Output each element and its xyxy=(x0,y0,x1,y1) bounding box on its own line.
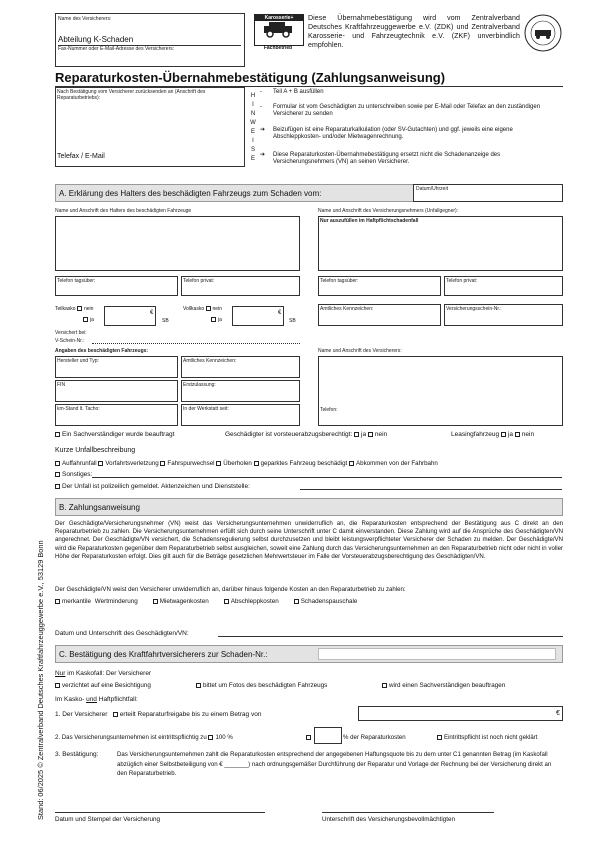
logo-subtitle: Fachbetrieb xyxy=(263,45,293,51)
euro-sign: € xyxy=(150,310,154,316)
vn-tel-day-label: Telefon tagsüber: xyxy=(320,278,359,284)
checkbox-icon[interactable] xyxy=(515,432,520,437)
vst-row: Geschädigter ist vorsteuerabzugsberechtigt: ja nein xyxy=(225,431,388,438)
checkbox-icon[interactable] xyxy=(354,432,359,437)
checkbox-icon[interactable] xyxy=(306,735,311,740)
section-c-title: C. Bestätigung des Kraftfahrtversicherers zur Schaden-Nr.: xyxy=(59,650,268,659)
checkbox-icon[interactable] xyxy=(113,712,118,717)
vollkasko-row: Vollkasko nein xyxy=(183,306,222,312)
kurz-label: Kurze Unfallbeschreibung xyxy=(55,447,136,454)
vollkasko-ja: ja xyxy=(211,317,222,323)
kasko-option-2: bittet um Fotos des beschädigten Fahrzeugs xyxy=(196,681,327,690)
car-logo-icon xyxy=(255,21,301,38)
checkbox-icon[interactable] xyxy=(160,461,165,466)
vschein-label: V-Schein-Nr.: xyxy=(55,338,85,344)
checkbox-icon[interactable] xyxy=(55,432,60,437)
sonstiges-line[interactable] xyxy=(92,477,562,478)
return-fax-label: Telefax / E-Mail xyxy=(57,153,105,160)
erstzulassung-label: Erstzulassung: xyxy=(183,382,216,388)
checkbox-icon[interactable] xyxy=(294,599,299,604)
hinweis-2: Formular ist vom Geschädigten zu unterschreiben sowie per E-Mail oder Telefax an den zuständigen Versicherer zu senden xyxy=(273,104,541,117)
vn-kennzeichen-label: Amtliches Kennzeichen: xyxy=(320,306,374,312)
checkbox-icon[interactable] xyxy=(437,735,442,740)
section-b-para2: Der Geschädigte/VN weist den Versicherer unwiderruflich an, darüber hinaus folgende Kosten an den Reparaturbetrieb zu zahlen: xyxy=(55,586,406,593)
karosserie-logo: Karosserie+ xyxy=(254,14,304,46)
freigabe-betrag-field[interactable] xyxy=(358,706,563,721)
section-b-sign-label: Datum und Unterschrift des Geschädigten/VN: xyxy=(55,630,189,637)
sonstiges-row: Sonstiges: xyxy=(55,470,92,479)
haft-note: Nur auszufüllen im Haftpflichtschadenfall xyxy=(320,218,419,224)
leasing-row: Leasingfahrzeug ja nein xyxy=(451,431,535,438)
polizei-line[interactable] xyxy=(300,489,562,490)
checkbox-icon[interactable] xyxy=(55,599,60,604)
teilkasko-row: Teilkasko nein xyxy=(55,306,94,312)
checkbox-icon[interactable] xyxy=(224,599,229,604)
vn-versschein-label: Versicherungsschein-Nr.: xyxy=(446,306,502,312)
department-field[interactable]: Abteilung K-Schaden xyxy=(58,35,241,46)
hinweis-bullet-2: - xyxy=(260,104,262,110)
tel-priv-label: Telefon privat: xyxy=(183,278,215,284)
checkbox-icon[interactable] xyxy=(216,461,221,466)
vschein-line[interactable] xyxy=(92,343,300,344)
seal-logo-icon xyxy=(523,13,563,53)
insurer-fax-label: Fax-Nummer oder E-Mail-Adresse des Versicherers: xyxy=(58,46,175,52)
sv-row: Ein Sachverständiger wurde beauftragt xyxy=(55,430,174,439)
arrow-icon: ➔ xyxy=(260,127,266,133)
checkbox-icon[interactable] xyxy=(77,306,82,311)
page-title: Reparaturkosten-Übernahmebestätigung (Zahlungsanweisung) xyxy=(55,70,446,85)
section-b-sign-line[interactable] xyxy=(218,636,563,637)
checkbox-icon[interactable] xyxy=(55,484,60,489)
date-label: Datum/Uhrzeit xyxy=(416,186,448,192)
line3-text: Das Versicherungsunternehmen zahlt die Reparaturkosten entsprechend der angegebenen Haftungsquote bis zu dem unter C1 genannten Betrag (im Kaskofall abzüglich einer Selbstbeteiligung von € _______) nach ordnungsgemäßer Durchführung der Reparatur und Vorlage der Rechnung bei der Versicherung direkt an den Reparaturbetrieb. xyxy=(117,751,552,777)
schaden-nr-field[interactable] xyxy=(318,648,556,660)
return-label: Nach Bestätigung vom Versicherer zurücksenden an (Anschrift des Reparaturbetriebs): xyxy=(57,89,206,101)
sign-left-line[interactable] xyxy=(55,812,265,813)
intro-text: Diese Übernahmebestätigung wird vom Zentralverband Deutsches Kraftfahrzeuggewerbe e.V. (ZDK) und Zentralverband Karosserie- und Fahrzeugtechnik e.V. (ZKF) unverbindlich empfohlen. xyxy=(308,15,520,49)
hinweis-3: Beizufügen ist eine Reparaturkalkulation (oder SV-Gutachten) und ggf. jeweils eine eigene Abschleppkosten- und/oder Mietwagenrechnung. xyxy=(273,127,513,140)
unfall-options: Auffahrunfall Vorfahrtsverletzung Fahrspurwechsel Überholen geparktes Fahrzeug beschädigt Abkommen von der Fahrbahn xyxy=(55,459,438,468)
vn-tel-priv-label: Telefon privat: xyxy=(446,278,478,284)
werkstatt-label: In der Werkstatt seit: xyxy=(183,406,229,412)
hinweis-bullet-1: - xyxy=(260,89,262,95)
quote-checkbox xyxy=(306,733,313,742)
kasko-haft-label: Im Kasko- und Haftpflichtfall: xyxy=(55,696,138,703)
insurer-name-label: Name des Versicherers: xyxy=(58,16,112,22)
kosten-options: merkantile Wertminderung Mietwagenkosten Abschleppkosten Schadenspauschale xyxy=(55,597,357,606)
halter-label: Name und Anschrift des Halters des beschädigten Fahrzeuge xyxy=(55,208,192,214)
section-b-para1: Der Geschädigte/Versicherungsnehmer (VN) weist das Versicherungsunternehmen unwiderruflich an, die Reparaturkosten entsprechend der Bestätigung aus C direkt an den Reparaturbetrieb zu zahlen. Die Versicherungsunternehmen erfüllt sich durch seine Unterschrift unter C damit einverstanden. Diese Zahlung wird auf die Ansprüche des Geschädigten/VN angerechnet. Der Geschädigte/VN versichert, die Schadensregulierung selbst durchzusetzen und bleibt leistungsverpflichteter Versicherer der Schaden zu melden. Der Geschädigte/VN wird die Reparaturkosten gegenüber dem Reparaturbetrieb selbst ausgleichen, soweit eine Zahlung durch das Versicherungsunternehmen an den Reparaturbetrieb nicht oder nicht in voller Höhe der Reparaturkosten erfolgt. Dies gilt auch für die Beträge gesetzlichen Mehrwertsteuer im Falle der Vorsteuerabzugsberechtigung des Geschädigten/VN. xyxy=(55,520,563,560)
sign-right-label: Unterschrift des Versicherungsbevollmächtigten xyxy=(322,816,456,823)
checkbox-icon[interactable] xyxy=(368,432,373,437)
quote-field[interactable] xyxy=(314,727,342,744)
amtl-kz-label: Amtliches Kennzeichen: xyxy=(183,358,237,364)
fin-field[interactable] xyxy=(55,380,178,402)
sb-label: SB xyxy=(162,318,169,324)
versicherer-tel-label: Telefon: xyxy=(320,407,338,413)
line2: 2. Das Versicherungsunternehmen ist eintrittspflichtig zu 100 % xyxy=(55,734,233,741)
hersteller-label: Hersteller und Typ: xyxy=(57,358,99,364)
fin-label: FIN xyxy=(57,382,66,388)
hinweis-4: Diese Reparaturkosten-Übernahmebestätigung ersetzt nicht die Schadenanzeige des Versicherungsnehmers (VN) an seinen Versicherer. xyxy=(273,152,501,165)
checkbox-icon[interactable] xyxy=(55,472,60,477)
side-footer-text: Stand: 06/2025 © Zentralverband Deutsches Kraftfahrzeuggewerbe e.V., 53129 Bonn xyxy=(36,540,45,820)
vollkasko-sb-field[interactable] xyxy=(232,306,284,326)
hinweise-vertical: H I N W E I S E xyxy=(250,93,256,162)
vn-field[interactable] xyxy=(318,216,563,271)
section-a-title: A. Erklärung des Halters des beschädigten Fahrzeugs zum Schaden vom: xyxy=(59,189,322,198)
checkbox-icon[interactable] xyxy=(55,461,60,466)
checkbox-icon[interactable] xyxy=(153,599,158,604)
tel-day-label: Telefon tagsüber: xyxy=(57,278,96,284)
arrow-icon: ➔ xyxy=(260,152,266,158)
teilkasko-sb-field[interactable] xyxy=(104,306,156,326)
section-b-title: B. Zahlungsanweisung xyxy=(59,503,140,512)
versicherer-address-field[interactable] xyxy=(318,356,563,426)
vn-label: Name und Anschrift des Versicherungsnehmers (Unfallgegner): xyxy=(318,208,459,214)
checkbox-icon[interactable] xyxy=(501,432,506,437)
line1: 1. Der Versicherer erteilt Reparaturfreigabe bis zu einem Betrag von xyxy=(55,711,262,718)
checkbox-icon[interactable] xyxy=(254,461,259,466)
sb-label: SB xyxy=(289,318,296,324)
checkbox-icon[interactable] xyxy=(196,683,201,688)
checkbox-icon[interactable] xyxy=(211,317,216,322)
euro-sign: € xyxy=(556,710,560,717)
checkbox-icon[interactable] xyxy=(206,306,211,311)
teilkasko-ja: ja xyxy=(83,317,94,323)
euro-sign: € xyxy=(278,310,282,316)
quote-suffix: % der Reparaturkosten xyxy=(343,734,406,741)
kasko-options: verzichtet auf eine Besichtigung xyxy=(55,681,151,690)
checkbox-icon[interactable] xyxy=(208,735,213,740)
sign-left-label: Datum und Stempel der Versicherung xyxy=(55,816,161,823)
checkbox-icon[interactable] xyxy=(349,461,354,466)
angaben-vers-label: Name und Anschrift des Versicherers: xyxy=(318,348,402,354)
kasko-option-3: wird einen Sachverständigen beauftragen xyxy=(382,681,505,690)
kasko-intro: Nur im Kaskofall: Der Versicherer xyxy=(55,670,152,677)
checkbox-icon[interactable] xyxy=(83,317,88,322)
polizei-row: Der Unfall ist polizeilich gemeldet. Aktenzeichen und Dienststelle: xyxy=(55,482,250,491)
km-label: km-Stand lt. Tacho: xyxy=(57,406,100,412)
line3-label: 3. Bestätigung: xyxy=(55,751,99,758)
versichert-bei-label: Versichert bei: xyxy=(55,330,87,336)
angaben-fzg-label: Angaben des beschädigten Fahrzeugs: xyxy=(55,348,149,354)
sign-right-line[interactable] xyxy=(322,812,494,813)
hinweis-1: Teil A + B ausfüllen xyxy=(273,89,324,95)
checkbox-icon[interactable] xyxy=(382,683,387,688)
checkbox-icon[interactable] xyxy=(98,461,103,466)
halter-field[interactable] xyxy=(55,216,300,271)
line2-c: Eintrittspflicht ist noch nicht geklärt xyxy=(437,733,537,742)
checkbox-icon[interactable] xyxy=(55,683,60,688)
